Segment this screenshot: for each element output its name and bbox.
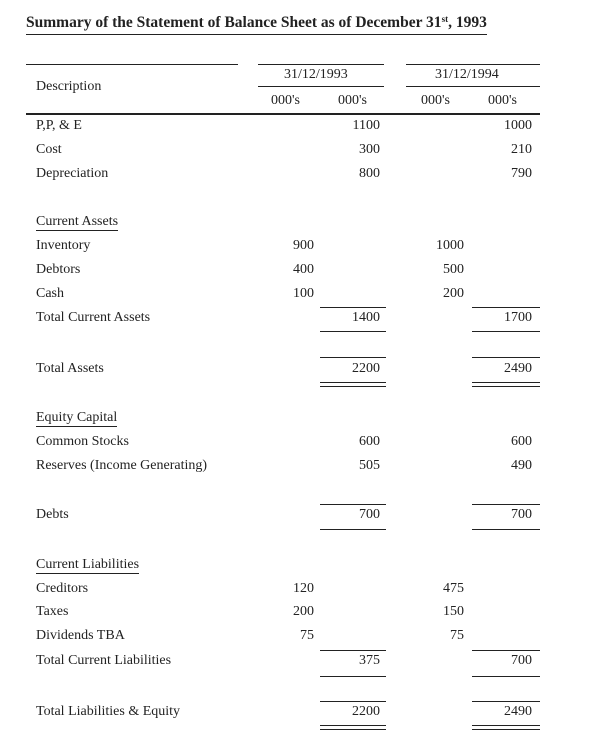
reserves-1994: 490 bbox=[511, 458, 532, 473]
cost-1993: 300 bbox=[359, 142, 380, 157]
section-current-assets: Current Assets bbox=[36, 214, 119, 229]
double-rule-ta-1993 bbox=[320, 382, 386, 387]
total-current-assets-1993: 1400 bbox=[352, 310, 380, 325]
total-liabilities-equity-1994: 2490 bbox=[504, 704, 532, 719]
title-year: , 1993 bbox=[448, 14, 487, 31]
header-unit-1994-items: 000's bbox=[421, 93, 450, 108]
inventory-1993: 900 bbox=[293, 238, 314, 253]
rule-above-ta-1993 bbox=[320, 357, 386, 358]
header-rule-1993 bbox=[258, 64, 384, 65]
double-rule-tle-1994 bbox=[472, 725, 540, 730]
row-label-reserves: Reserves (Income Generating) bbox=[36, 458, 208, 473]
header-description: Description bbox=[36, 79, 102, 94]
taxes-1993: 200 bbox=[293, 604, 314, 619]
header-unit-1994-totals: 000's bbox=[488, 93, 517, 108]
section-equity-capital: Equity Capital bbox=[36, 410, 118, 425]
debtors-1993: 400 bbox=[293, 262, 314, 277]
row-label-cost: Cost bbox=[36, 142, 62, 157]
header-period-1994: 31/12/1994 bbox=[435, 67, 499, 82]
title-text: Summary of the Statement of Balance Sheet as of December 31 bbox=[26, 14, 442, 31]
cash-1994: 200 bbox=[443, 286, 464, 301]
debts-1993: 700 bbox=[359, 507, 380, 522]
cash-1993: 100 bbox=[293, 286, 314, 301]
rule-above-debts-1993 bbox=[320, 504, 386, 505]
rule-above-tca-1993 bbox=[320, 307, 386, 308]
debts-1994: 700 bbox=[511, 507, 532, 522]
taxes-1994: 150 bbox=[443, 604, 464, 619]
total-current-liabilities-1993: 375 bbox=[359, 653, 380, 668]
row-label-ppe: P,P, & E bbox=[36, 118, 82, 133]
rule-below-tcl-1993 bbox=[320, 676, 386, 677]
row-label-total-current-liabilities: Total Current Liabilities bbox=[36, 653, 172, 668]
rule-above-debts-1994 bbox=[472, 504, 540, 505]
dividends-1994: 75 bbox=[450, 628, 464, 643]
header-rule-1994 bbox=[406, 64, 540, 65]
depreciation-1993: 800 bbox=[359, 166, 380, 181]
document-title bbox=[26, 14, 487, 35]
total-current-liabilities-1994: 700 bbox=[511, 653, 532, 668]
depreciation-1994: 790 bbox=[511, 166, 532, 181]
row-label-depreciation: Depreciation bbox=[36, 166, 109, 181]
rule-below-tca-1993 bbox=[320, 331, 386, 332]
common-stocks-1993: 600 bbox=[359, 434, 380, 449]
total-assets-1994: 2490 bbox=[504, 361, 532, 376]
rule-above-tca-1994 bbox=[472, 307, 540, 308]
row-label-total-current-assets: Total Current Assets bbox=[36, 310, 151, 325]
header-subrule-1994 bbox=[406, 86, 540, 87]
section-current-liabilities: Current Liabilities bbox=[36, 557, 140, 572]
row-label-dividends: Dividends TBA bbox=[36, 628, 125, 643]
row-label-inventory: Inventory bbox=[36, 238, 91, 253]
ppe-1993: 1100 bbox=[352, 118, 380, 133]
total-liabilities-equity-1993: 2200 bbox=[352, 704, 380, 719]
common-stocks-1994: 600 bbox=[511, 434, 532, 449]
rule-above-ta-1994 bbox=[472, 357, 540, 358]
title-superscript: st bbox=[441, 14, 449, 24]
row-label-debtors: Debtors bbox=[36, 262, 81, 277]
row-label-creditors: Creditors bbox=[36, 581, 89, 596]
rule-above-tcl-1993 bbox=[320, 650, 386, 651]
rule-above-tle-1993 bbox=[320, 701, 386, 702]
total-current-assets-1994: 1700 bbox=[504, 310, 532, 325]
row-label-cash: Cash bbox=[36, 286, 64, 301]
header-bottom-rule bbox=[26, 113, 540, 115]
double-rule-ta-1994 bbox=[472, 382, 540, 387]
debtors-1994: 500 bbox=[443, 262, 464, 277]
dividends-1993: 75 bbox=[300, 628, 314, 643]
header-period-1993: 31/12/1993 bbox=[284, 67, 348, 82]
header-rule-description bbox=[26, 64, 238, 65]
row-label-total-assets: Total Assets bbox=[36, 361, 104, 376]
header-unit-1993-items: 000's bbox=[271, 93, 300, 108]
cost-1994: 210 bbox=[511, 142, 532, 157]
rule-above-tle-1994 bbox=[472, 701, 540, 702]
reserves-1993: 505 bbox=[359, 458, 380, 473]
header-unit-1993-totals: 000's bbox=[338, 93, 367, 108]
row-label-total-liabilities-equity: Total Liabilities & Equity bbox=[36, 704, 181, 719]
row-label-common-stocks: Common Stocks bbox=[36, 434, 129, 449]
rule-below-tca-1994 bbox=[472, 331, 540, 332]
creditors-1993: 120 bbox=[293, 581, 314, 596]
total-assets-1993: 2200 bbox=[352, 361, 380, 376]
rule-below-debts-1994 bbox=[472, 529, 540, 530]
ppe-1994: 1000 bbox=[504, 118, 532, 133]
creditors-1994: 475 bbox=[443, 581, 464, 596]
row-label-taxes: Taxes bbox=[36, 604, 69, 619]
rule-below-debts-1993 bbox=[320, 529, 386, 530]
rule-below-tcl-1994 bbox=[472, 676, 540, 677]
row-label-debts: Debts bbox=[36, 507, 69, 522]
double-rule-tle-1993 bbox=[320, 725, 386, 730]
header-subrule-1993 bbox=[258, 86, 384, 87]
inventory-1994: 1000 bbox=[436, 238, 464, 253]
rule-above-tcl-1994 bbox=[472, 650, 540, 651]
